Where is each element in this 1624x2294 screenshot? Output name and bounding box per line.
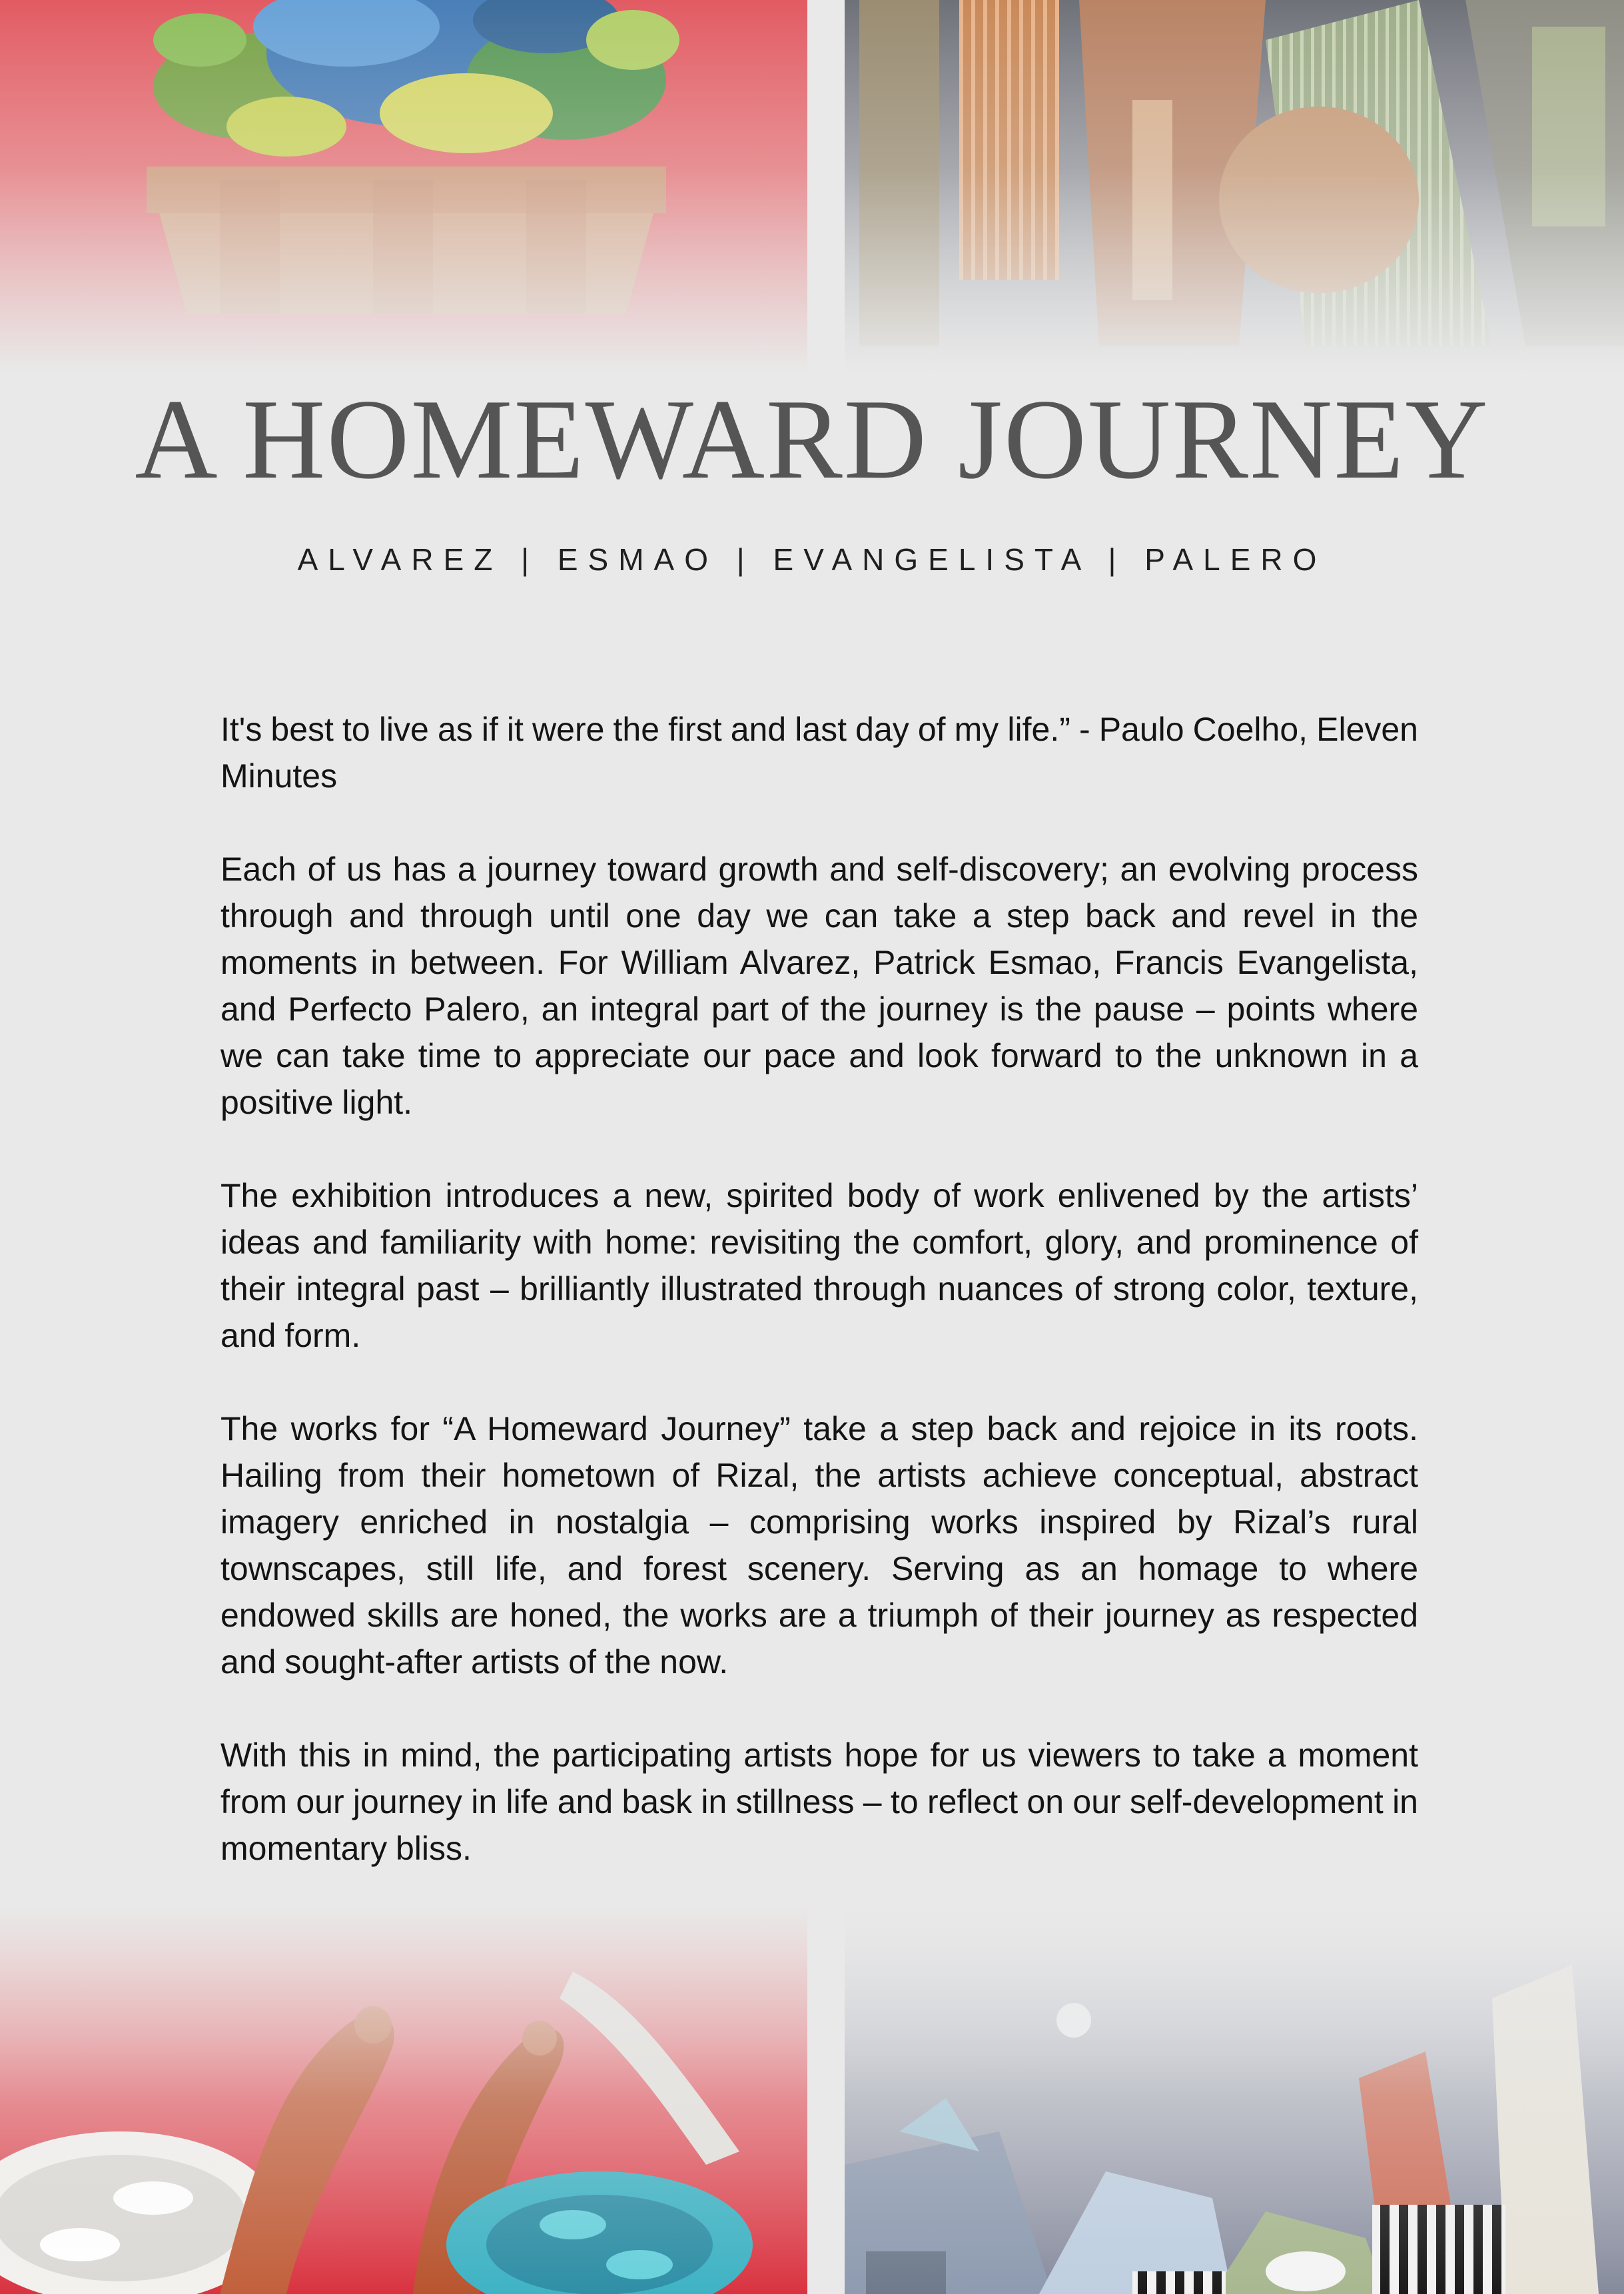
exhibition-title: A HOMEWARD JOURNEY: [135, 376, 1489, 503]
body-paragraph-4: With this in mind, the participating artists hope for us viewers to take a moment from our journey in life and bask in stillness – to reflect on our self-development in momentary bliss.: [220, 1736, 1418, 1867]
body-paragraph-2: The exhibition introduces a new, spirited body of work enlivened by the artists’ ideas and familiarity with home: revisiting the comfort, glory, and prominence of their integral past – brilliantly illustrated through nuances of strong color, texture, and form.: [220, 1177, 1418, 1354]
exhibition-text: [220, 706, 1418, 1872]
quote-paragraph: It's best to live as if it were the first and last day of my life.” - Paulo Coelho, Eleven Minutes: [220, 711, 1418, 795]
artists-line: ALVAREZ | ESMAO | EVANGELISTA | PALERO: [297, 542, 1327, 577]
body-paragraph-3: The works for “A Homeward Journey” take a step back and rejoice in its roots. Hailing from their hometown of Rizal, the artists achieve conceptual, abstract imagery enriched in nostalgia – comprising works inspired by Rizal’s rural townscapes, still life, and forest scenery. Serving as an homage to where endowed skills are honed, the works are a triumph of their journey as respected and sought-after artists of the now.: [220, 1410, 1418, 1681]
body-paragraph-1: Each of us has a journey toward growth and self-discovery; an evolving process through and through until one day we can take a step back and revel in the moments in between. For William Alvarez, Patrick Esmao, Francis Evangelista, and Perfecto Palero, an integral part of the journey is the pause – points where we can take time to appreciate our pace and look forward to the unknown in a positive light.: [220, 851, 1418, 1121]
